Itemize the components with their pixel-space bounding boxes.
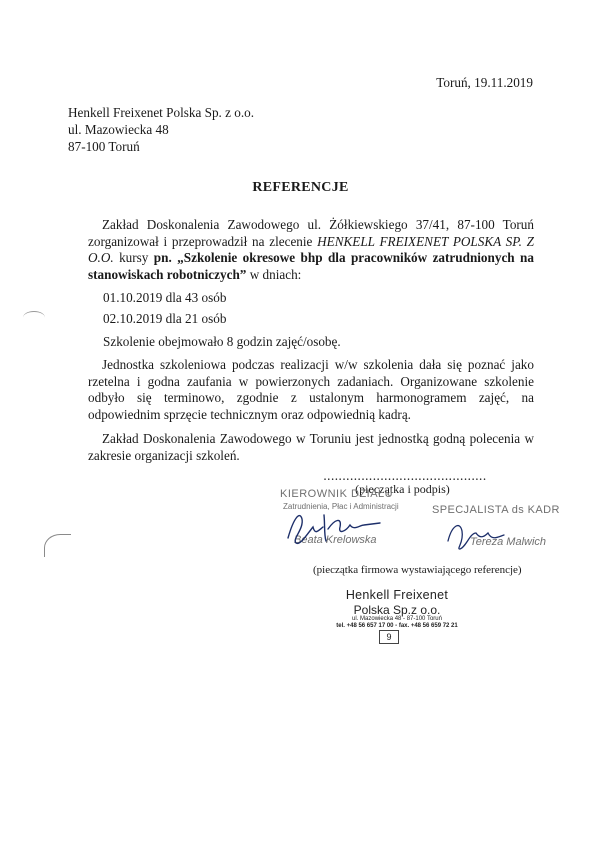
place-date: Toruń, 19.11.2019	[436, 75, 533, 90]
date-item: 01.10.2019 dla 43 osób	[103, 290, 227, 305]
signature-dots: ...........................................	[323, 468, 487, 483]
addressee-name: Henkell Freixenet Polska Sp. z o.o.	[68, 105, 255, 120]
company-stamp-address: ul. Mazowiecka 48 - 87-100 Toruń	[352, 616, 442, 622]
manager-signature-icon	[280, 505, 385, 550]
company-stamp-name: Henkell Freixenet	[345, 588, 449, 602]
signature-caption: (pieczątka i podpis)	[355, 482, 450, 496]
stamp-manager-name: Beata Krelowska	[294, 534, 377, 546]
stamp-manager-title: KIEROWNIK DZIAŁU	[280, 488, 394, 500]
intro-text-a: Zakład Doskonalenia Zawodowego ul. Żółkiewskiego 37/41, 87-100 Toruń zorganizował i przeprowadził na zlecenie	[88, 217, 534, 249]
date-item: 02.10.2019 dla 21 osób	[103, 311, 227, 326]
company-stamp-legal: Polska Sp.z o.o.	[353, 603, 441, 617]
intro-company: HENKELL FREIXENET POLSKA SP. Z O.O.	[88, 233, 534, 266]
firm-stamp-caption: (pieczątka firmowa wystawiającego referencje)	[313, 564, 522, 576]
page-number-box: 9	[379, 630, 399, 644]
paragraph-recommendation: Zakład Doskonalenia Zawodowego w Toruniu jest jednostką godną polecenia w zakresie organizacji szkoleń.	[88, 431, 534, 463]
intro-text-c: w dniach:	[246, 266, 302, 282]
intro-text-b: kursy	[113, 250, 154, 266]
specialist-signature-icon	[442, 515, 512, 555]
paragraph-intro	[88, 217, 534, 283]
addressee-street: ul. Mazowiecka 48	[68, 122, 169, 137]
stamp-specialist-title: SPECJALISTA ds KADR	[432, 504, 560, 516]
document-title: REFERENCJE	[252, 180, 349, 195]
stamp-manager-subtitle: Zatrudnienia, Płac i Administracji	[283, 502, 399, 511]
stamp-specialist-name: Tereza Malwich	[470, 536, 547, 548]
addressee	[68, 104, 254, 155]
punch-hole-mark	[23, 311, 45, 324]
intro-course: pn. „Szkolenie okresowe bhp dla pracowników zatrudnionych na stanowiskach robotniczych”	[88, 250, 534, 282]
punch-hole-mark	[44, 534, 71, 557]
addressee-city: 87-100 Toruń	[68, 139, 140, 154]
paragraph-hours: Szkolenie obejmowało 8 godzin zajęć/osobę.	[103, 334, 341, 349]
paragraph-evaluation: Jednostka szkoleniowa podczas realizacji w/w szkolenia dała się poznać jako rzetelna i godna zaufania w powierzonych zadaniach. Organizowane szkolenie odbyło się terminowo, zgodnie z ustalonym harmonogramem zajęć, na odpowiednim sprzęcie technicznym oraz odpowiednią kadrą.	[88, 357, 534, 422]
company-stamp-phone: tel. +48 56 657 17 00 - fax. +48 56 659 72 21	[336, 623, 458, 629]
